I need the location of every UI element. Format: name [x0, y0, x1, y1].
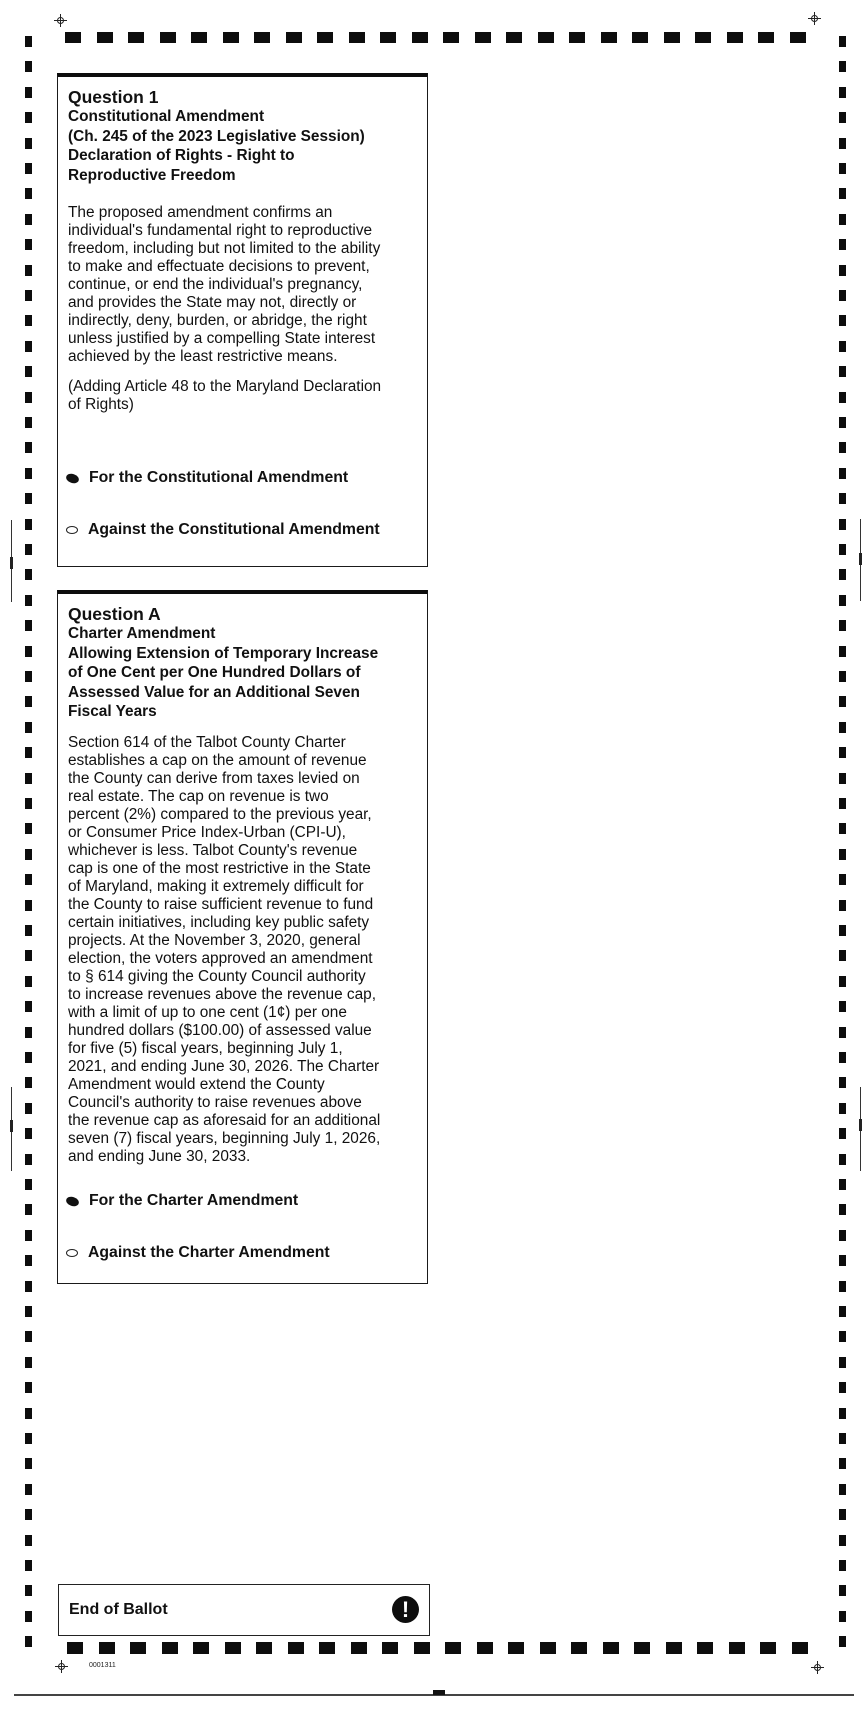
timing-mark: [25, 87, 32, 98]
timing-mark: [839, 747, 846, 758]
question-1-box: [57, 73, 428, 567]
timing-mark: [25, 1408, 32, 1419]
timing-mark: [666, 1642, 682, 1654]
timing-mark: [839, 823, 846, 834]
body-line: whichever is less. Talbot County's revenue: [68, 841, 358, 859]
timing-mark: [162, 1642, 178, 1654]
timing-mark: [839, 646, 846, 657]
body-line: achieved by the least restrictive means.: [68, 348, 338, 365]
timing-mark: [25, 1331, 32, 1342]
body-line: or Consumer Price Index-Urban (CPI-U),: [68, 823, 346, 841]
body-line: hundred dollars ($100.00) of assessed value: [68, 1021, 372, 1039]
timing-mark: [839, 341, 846, 352]
timing-mark: [839, 1154, 846, 1165]
timing-mark: [25, 392, 32, 403]
timing-mark: [839, 544, 846, 555]
timing-mark: [839, 442, 846, 453]
timing-mark: [839, 1204, 846, 1215]
timing-mark: [443, 32, 459, 43]
timing-mark: [792, 1642, 808, 1654]
timing-mark: [25, 417, 32, 428]
subtitle-line: Assessed Value for an Additional Seven: [68, 683, 360, 701]
timing-mark: [25, 595, 32, 606]
timing-mark: [25, 544, 32, 555]
timing-mark: [25, 1027, 32, 1038]
timing-mark: [382, 1642, 398, 1654]
body-line: Council's authority to raise revenues above: [68, 1093, 362, 1111]
timing-mark: [25, 1204, 32, 1215]
timing-mark: [839, 595, 846, 606]
timing-mark: [603, 1642, 619, 1654]
timing-mark: [128, 32, 144, 43]
body-line: percent (2%) compared to the previous year,: [68, 805, 372, 823]
timing-mark: [25, 1230, 32, 1241]
body-line: cap is one of the most restrictive in the State: [68, 859, 371, 877]
timing-mark: [839, 976, 846, 987]
timing-mark: [632, 32, 648, 43]
timing-mark: [25, 239, 32, 250]
question-number: Question 1: [68, 87, 159, 107]
timing-mark: [193, 1642, 209, 1654]
timing-mark: [839, 265, 846, 276]
timing-mark: [839, 468, 846, 479]
timing-mark: [25, 874, 32, 885]
timing-mark: [97, 32, 113, 43]
timing-mark: [839, 874, 846, 885]
timing-mark: [839, 1535, 846, 1546]
timing-mark: [839, 36, 846, 47]
timing-mark: [25, 61, 32, 72]
end-of-ballot-label: End of Ballot: [69, 1601, 168, 1618]
timing-mark: [475, 32, 491, 43]
timing-mark: [839, 1128, 846, 1139]
timing-mark: [634, 1642, 650, 1654]
timing-mark: [839, 493, 846, 504]
registration-crosshair-icon: [55, 1660, 68, 1673]
timing-mark: [25, 188, 32, 199]
timing-mark: [223, 32, 239, 43]
body-line: the revenue cap as aforesaid for an additional: [68, 1111, 381, 1129]
question-subtitle: [68, 107, 419, 185]
timing-mark: [839, 696, 846, 707]
timing-mark: [25, 1382, 32, 1393]
timing-mark: [414, 1642, 430, 1654]
timing-mark: [25, 1128, 32, 1139]
timing-mark: [25, 366, 32, 377]
timing-mark: [839, 900, 846, 911]
timing-mark: [25, 976, 32, 987]
timing-mark: [25, 1103, 32, 1114]
end-of-ballot-box: [58, 1584, 430, 1636]
body-line: with a limit of up to one cent (1¢) per one: [68, 1003, 347, 1021]
timing-mark: [25, 214, 32, 225]
option-label: For the Constitutional Amendment: [89, 469, 349, 486]
scan-tab: [859, 1119, 862, 1131]
note-line: of Rights): [68, 396, 134, 413]
subtitle-line: Fiscal Years: [68, 703, 157, 720]
timing-mark: [25, 646, 32, 657]
timing-mark: [758, 32, 774, 43]
timing-mark: [25, 925, 32, 936]
timing-mark: [25, 519, 32, 530]
timing-mark: [349, 32, 365, 43]
option-against-constitutional-amendment[interactable]: [66, 521, 380, 539]
timing-mark: [65, 32, 81, 43]
timing-mark: [25, 1255, 32, 1266]
option-label: Against the Charter Amendment: [88, 1244, 330, 1261]
timing-mark: [839, 1179, 846, 1190]
exclamation-icon: !: [392, 1596, 419, 1623]
registration-crosshair-icon: [808, 12, 821, 25]
timing-mark: [225, 1642, 241, 1654]
timing-mark: [839, 1484, 846, 1495]
timing-mark: [538, 32, 554, 43]
body-line: of Maryland, making it extremely difficult for: [68, 877, 364, 895]
timing-mark: [839, 1433, 846, 1444]
timing-mark: [25, 493, 32, 504]
question-body: [68, 204, 419, 366]
timing-mark: [839, 950, 846, 961]
timing-mark: [839, 798, 846, 809]
timing-mark: [254, 32, 270, 43]
timing-mark: [839, 1230, 846, 1241]
question-note: [68, 378, 419, 414]
subtitle-line: Reproductive Freedom: [68, 166, 236, 184]
timing-mark: [25, 468, 32, 479]
timing-mark: [25, 1281, 32, 1292]
timing-mark: [25, 1585, 32, 1596]
option-for-charter-amendment[interactable]: [66, 1192, 298, 1210]
timing-mark: [25, 620, 32, 631]
empty-bubble-icon[interactable]: [66, 526, 78, 534]
timing-mark: [839, 1281, 846, 1292]
timing-mark: [839, 1611, 846, 1622]
timing-mark: [351, 1642, 367, 1654]
timing-mark: [25, 341, 32, 352]
timing-mark: [839, 188, 846, 199]
timing-mark: [839, 61, 846, 72]
timing-mark: [25, 315, 32, 326]
body-line: Section 614 of the Talbot County Charter: [68, 733, 346, 751]
option-for-constitutional-amendment[interactable]: [66, 469, 348, 487]
timing-mark: [25, 1433, 32, 1444]
timing-mark: [839, 1001, 846, 1012]
timing-mark: [25, 1357, 32, 1368]
timing-mark: [25, 696, 32, 707]
timing-mark: [664, 32, 680, 43]
body-line: and provides the State may not, directly or: [68, 294, 357, 311]
timing-mark: [160, 32, 176, 43]
question-body: [68, 734, 419, 1166]
timing-mark: [67, 1642, 83, 1654]
option-against-charter-amendment[interactable]: [66, 1244, 330, 1262]
body-line: the County to raise sufficient revenue to fund: [68, 895, 374, 913]
question-a-box: [57, 590, 428, 1284]
timing-mark: [839, 1408, 846, 1419]
subtitle-line: Charter Amendment: [68, 625, 216, 642]
subtitle-line: of One Cent per One Hundred Dollars of: [68, 664, 361, 681]
timing-mark: [839, 1027, 846, 1038]
timing-mark: [839, 87, 846, 98]
timing-mark: [839, 519, 846, 530]
filled-bubble-icon[interactable]: [65, 1195, 80, 1208]
subtitle-line: Declaration of Rights - Right to: [68, 147, 295, 164]
timing-mark: [839, 1255, 846, 1266]
timing-mark: [839, 290, 846, 301]
timing-mark: [25, 1636, 32, 1647]
filled-bubble-icon[interactable]: [65, 472, 80, 485]
timing-mark: [839, 849, 846, 860]
scan-tab: [10, 1120, 13, 1132]
timing-mark: [99, 1642, 115, 1654]
timing-mark: [839, 214, 846, 225]
timing-mark: [839, 417, 846, 428]
timing-mark: [412, 32, 428, 43]
timing-mark: [25, 1001, 32, 1012]
timing-mark: [25, 112, 32, 123]
timing-mark: [25, 1535, 32, 1546]
ballot-serial-number: 0001311: [89, 1662, 116, 1669]
question-number: Question A: [68, 604, 161, 624]
body-line: to make and effectuate decisions to prevent,: [68, 258, 370, 275]
timing-mark: [191, 32, 207, 43]
timing-mark: [25, 1077, 32, 1088]
body-line: Amendment would extend the County: [68, 1075, 325, 1093]
timing-mark: [839, 315, 846, 326]
body-line: election, the voters approved an amendment: [68, 949, 373, 967]
timing-mark: [839, 773, 846, 784]
body-line: freedom, including but not limited to the ability: [68, 240, 381, 257]
timing-mark: [317, 32, 333, 43]
timing-mark: [839, 925, 846, 936]
timing-mark: [130, 1642, 146, 1654]
timing-mark: [839, 1077, 846, 1088]
timing-mark: [256, 1642, 272, 1654]
bottom-tab: [433, 1690, 445, 1695]
registration-crosshair-icon: [811, 1661, 824, 1674]
timing-mark: [25, 950, 32, 961]
body-line: real estate. The cap on revenue is two: [68, 787, 329, 805]
timing-mark: [445, 1642, 461, 1654]
timing-mark: [25, 1560, 32, 1571]
timing-mark: [25, 569, 32, 580]
body-line: establishes a cap on the amount of revenue: [68, 751, 367, 769]
timing-mark: [839, 1636, 846, 1647]
timing-mark: [839, 569, 846, 580]
timing-mark: [25, 138, 32, 149]
empty-bubble-icon[interactable]: [66, 1249, 78, 1257]
timing-mark: [25, 290, 32, 301]
timing-mark: [697, 1642, 713, 1654]
timing-mark: [839, 1052, 846, 1063]
timing-mark: [839, 1331, 846, 1342]
timing-mark: [839, 1357, 846, 1368]
timing-mark: [25, 1509, 32, 1520]
subtitle-line: Allowing Extension of Temporary Increase: [68, 644, 379, 662]
timing-mark: [571, 1642, 587, 1654]
timing-mark: [839, 1306, 846, 1317]
timing-mark: [839, 1560, 846, 1571]
timing-mark: [380, 32, 396, 43]
timing-mark: [25, 36, 32, 47]
timing-mark: [790, 32, 806, 43]
option-label: For the Charter Amendment: [89, 1192, 299, 1209]
timing-mark: [25, 1179, 32, 1190]
timing-mark: [839, 138, 846, 149]
option-label: Against the Constitutional Amendment: [88, 521, 380, 538]
timing-mark: [839, 112, 846, 123]
timing-mark: [601, 32, 617, 43]
timing-mark: [25, 722, 32, 733]
scan-tab: [10, 557, 13, 569]
body-line: to increase revenues above the revenue cap,: [68, 985, 377, 1003]
body-line: continue, or end the individual's pregnancy,: [68, 276, 363, 293]
body-line: 2021, and ending June 30, 2026. The Charter: [68, 1057, 380, 1075]
body-line: projects. At the November 3, 2020, general: [68, 931, 361, 949]
body-line: unless justified by a compelling State interest: [68, 330, 376, 347]
timing-mark: [839, 1103, 846, 1114]
body-line: indirectly, deny, burden, or abridge, the right: [68, 312, 367, 329]
note-line: (Adding Article 48 to the Maryland Declaration: [68, 378, 382, 395]
timing-mark: [25, 1484, 32, 1495]
body-line: to § 614 giving the County Council authority: [68, 967, 366, 985]
timing-mark: [508, 1642, 524, 1654]
timing-mark: [25, 1611, 32, 1622]
timing-mark: [25, 1306, 32, 1317]
timing-mark: [569, 32, 585, 43]
body-line: for five (5) fiscal years, beginning July 1,: [68, 1039, 343, 1057]
body-line: certain initiatives, including key public safety: [68, 913, 370, 931]
timing-mark: [25, 900, 32, 911]
timing-mark: [286, 32, 302, 43]
timing-mark: [25, 442, 32, 453]
timing-mark: [25, 163, 32, 174]
timing-mark: [25, 747, 32, 758]
timing-mark: [839, 392, 846, 403]
timing-mark: [839, 722, 846, 733]
timing-mark: [839, 366, 846, 377]
timing-mark: [319, 1642, 335, 1654]
timing-mark: [727, 32, 743, 43]
timing-mark: [25, 823, 32, 834]
timing-mark: [25, 849, 32, 860]
timing-mark: [839, 163, 846, 174]
subtitle-line: (Ch. 245 of the 2023 Legislative Session): [68, 127, 365, 145]
timing-mark: [25, 773, 32, 784]
timing-mark: [839, 239, 846, 250]
body-line: individual's fundamental right to reproductive: [68, 222, 373, 239]
timing-mark: [25, 1458, 32, 1469]
timing-mark: [25, 798, 32, 809]
timing-mark: [288, 1642, 304, 1654]
timing-mark: [839, 1382, 846, 1393]
scan-tab: [859, 553, 862, 565]
timing-mark: [506, 32, 522, 43]
timing-mark: [839, 671, 846, 682]
subtitle-line: Constitutional Amendment: [68, 108, 265, 125]
timing-mark: [839, 1585, 846, 1596]
timing-mark: [760, 1642, 776, 1654]
body-line: The proposed amendment confirms an: [68, 204, 333, 221]
timing-mark: [839, 620, 846, 631]
timing-mark: [695, 32, 711, 43]
timing-mark: [839, 1458, 846, 1469]
timing-mark: [25, 265, 32, 276]
body-line: seven (7) fiscal years, beginning July 1, 2026,: [68, 1129, 381, 1147]
timing-mark: [839, 1509, 846, 1520]
timing-mark: [477, 1642, 493, 1654]
timing-mark: [729, 1642, 745, 1654]
timing-mark: [25, 671, 32, 682]
registration-crosshair-icon: [54, 14, 67, 27]
body-line: the County can derive from taxes levied on: [68, 769, 360, 787]
body-line: and ending June 30, 2033.: [68, 1147, 251, 1165]
timing-mark: [25, 1154, 32, 1165]
timing-mark: [25, 1052, 32, 1063]
timing-mark: [540, 1642, 556, 1654]
question-subtitle: [68, 624, 419, 722]
